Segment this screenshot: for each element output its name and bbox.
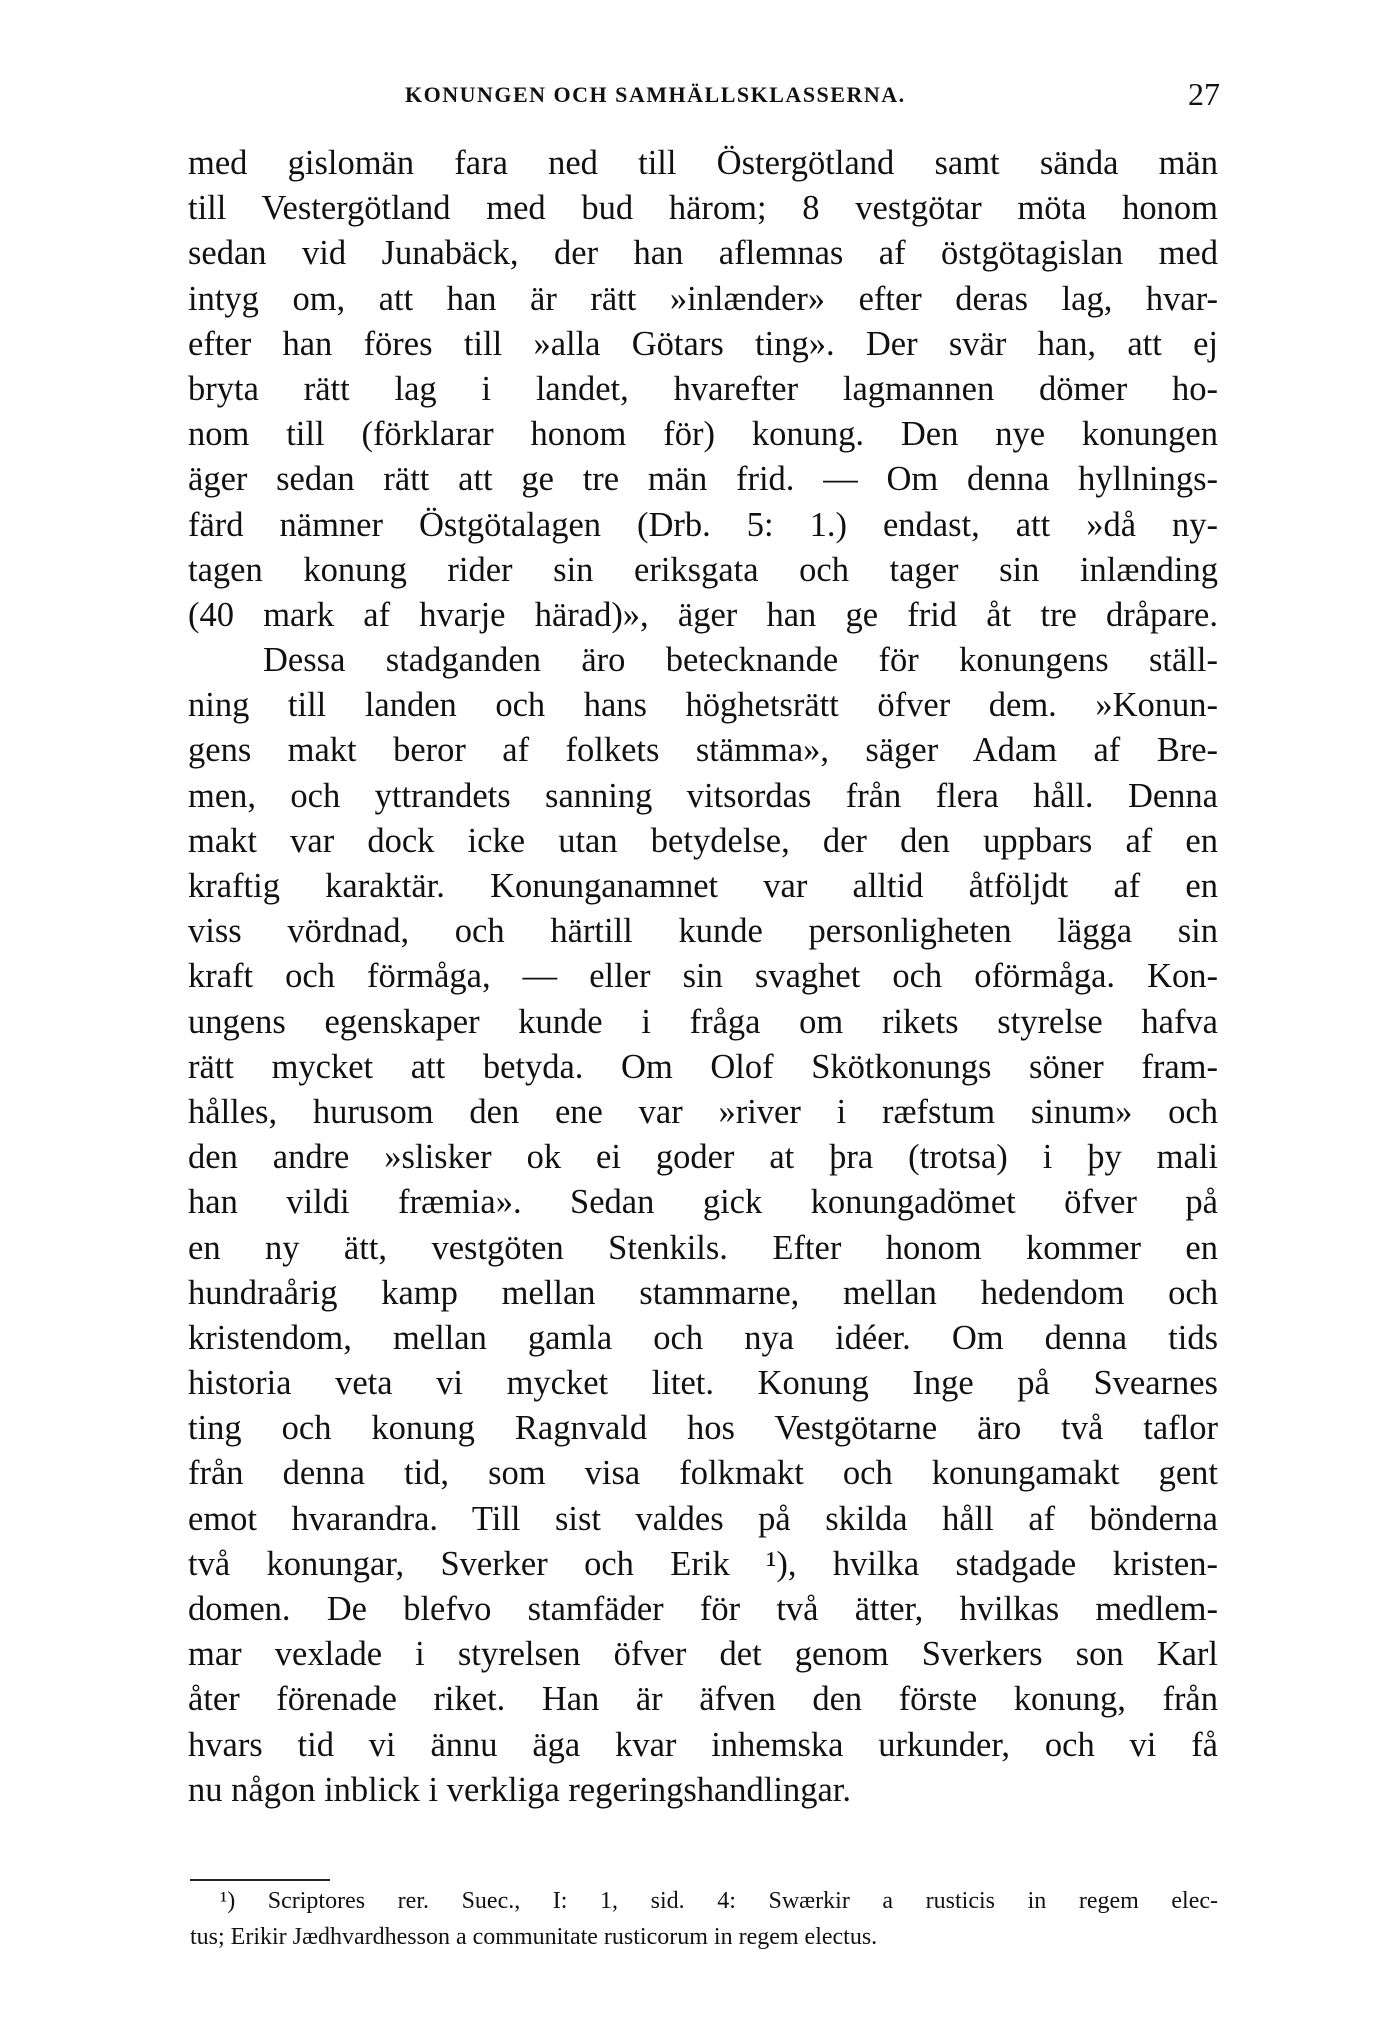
footnotes [190,1883,1218,1955]
text-line: gens makt beror af folkets stämma», säger Adam af Bre- [188,731,1218,770]
text-line: hundraårig kamp mellan stammarne, mellan hedendom och [188,1273,1218,1312]
page-number: 27 [1188,76,1220,112]
text-line: till Vestergötland med bud härom; 8 vestgötar möta honom [188,189,1218,228]
text-line: hålles, hurusom den ene var »river i ræfstum sinum» och [188,1092,1218,1131]
text-line: ting och konung Ragnvald hos Vestgötarne äro två taflor [188,1409,1218,1448]
text-line: bryta rätt lag i landet, hvarefter lagmannen dömer ho- [188,369,1218,408]
text-line: mar vexlade i styrelsen öfver det genom Sverkers son Karl [188,1635,1218,1674]
text-line: emot hvarandra. Till sist valdes på skilda håll af bönderna [188,1499,1218,1538]
text-line: kristendom, mellan gamla och nya idéer. Om denna tids [188,1318,1218,1357]
running-title: KONUNGEN OCH SAMHÄLLSKLASSERNA. [405,82,906,107]
text-line: makt var dock icke utan betydelse, der den uppbars af en [188,821,1218,860]
text-line: (40 mark af hvarje härad)», äger han ge frid åt tre dråpare. [188,595,1218,634]
running-head [190,76,1220,122]
text-line: nu någon inblick i verkliga regeringshandlingar. [188,1770,851,1809]
footnote-rule [190,1879,330,1881]
text-line: rätt mycket att betyda. Om Olof Skötkonungs söner fram- [188,1047,1218,1086]
text-line: hvars tid vi ännu äga kvar inhemska urkunder, och vi få [188,1725,1218,1764]
text-line: kraftig karaktär. Konunganamnet var alltid åtföljdt af en [188,867,1218,905]
text-line: tagen konung rider sin eriksgata och tager sin inlænding [188,550,1218,589]
text-line: sedan vid Junabäck, der han aflemnas af östgötagislan med [188,234,1218,273]
text-line: från denna tid, som visa folkmakt och konungamakt gent [188,1454,1218,1493]
text-line: äger sedan rätt att ge tre män frid. — Om denna hyllnings- [188,460,1218,499]
text-line: med gislomän fara ned till Östergötland samt sända män [188,144,1218,182]
text-line: kraft och förmåga, — eller sin svaghet och oförmåga. Kon- [188,957,1218,996]
text-line: domen. De blefvo stamfäder för två ätter, hvilkas medlem- [188,1590,1218,1628]
text-line: två konungar, Sverker och Erik ¹), hvilka stadgade kristen- [188,1544,1218,1583]
text-line: han vildi fræmia». Sedan gick konungadömet öfver på [188,1183,1218,1222]
text-line: nom till (förklarar honom för) konung. Den nye konungen [188,415,1218,454]
text-line: den andre »slisker ok ei goder at þra (trotsa) i þy mali [188,1138,1218,1177]
text-line: ning till landen och hans höghetsrätt öfver dem. »Konun- [188,686,1218,725]
footnote-line: ¹) Scriptores rer. Suec., I: 1, sid. 4: Swærkir a rusticis in regem elec- [220,1888,1218,1914]
body-text [188,141,1218,1813]
text-line: åter förenade riket. Han är äfven den förste konung, från [188,1680,1218,1719]
text-line: en ny ätt, vestgöten Stenkils. Efter honom kommer en [188,1228,1218,1267]
text-line: men, och yttrandets sanning vitsordas från flera håll. Denna [188,776,1218,815]
text-line: Dessa stadganden äro betecknande för konungens ställ- [263,641,1218,680]
text-line: efter han föres till »alla Götars ting». Der svär han, att ej [188,324,1218,363]
text-line: intyg om, att han är rätt »inlænder» efter deras lag, hvar- [188,279,1218,318]
text-line: färd nämner Östgötalagen (Drb. 5: 1.) endast, att »då ny- [188,505,1218,544]
text-line: viss vördnad, och härtill kunde personligheten lägga sin [188,912,1218,951]
footnote-line: tus; Erikir Jædhvardhesson a communitate rusticorum in regem electus. [190,1924,878,1950]
text-line: historia veta vi mycket litet. Konung Inge på Svearnes [188,1364,1218,1403]
text-line: ungens egenskaper kunde i fråga om rikets styrelse hafva [188,1002,1218,1041]
